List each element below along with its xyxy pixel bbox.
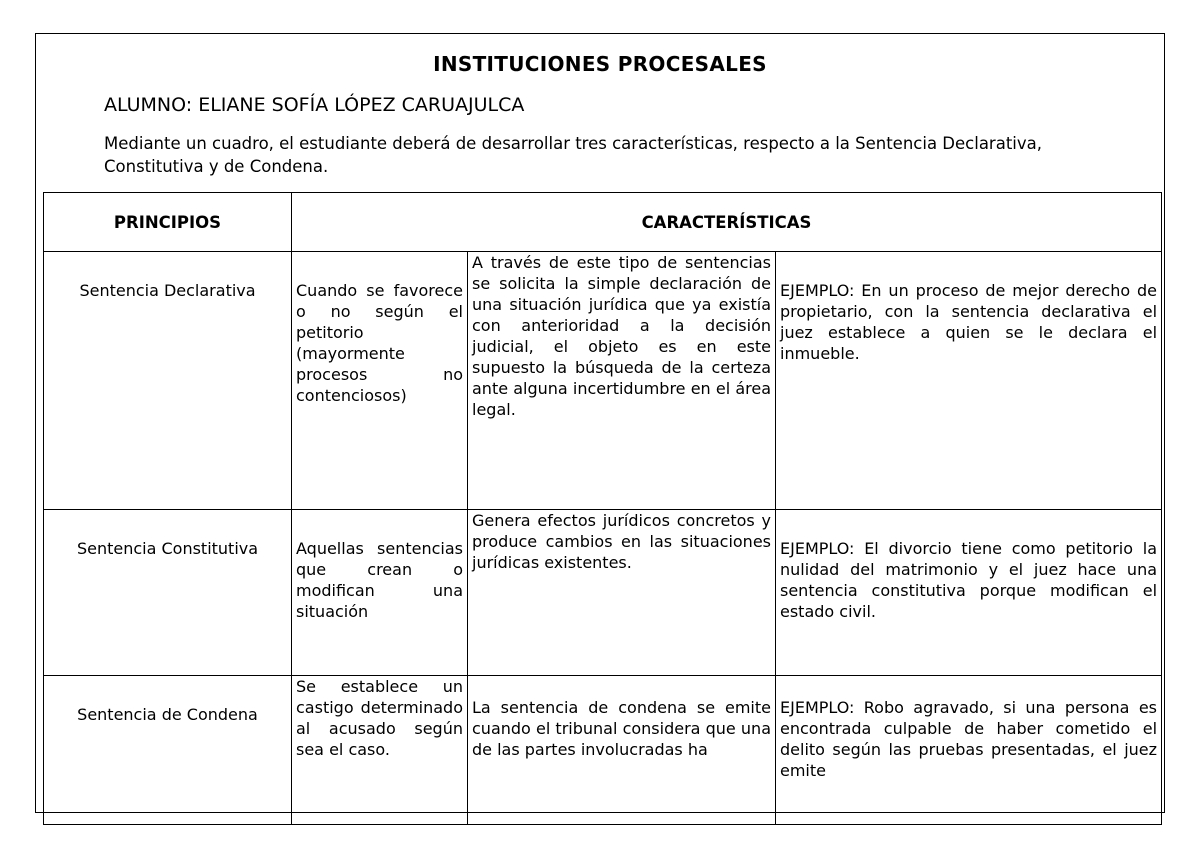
row-characteristic-3: EJEMPLO: Robo agravado, si una persona es encontrada culpable de haber cometido el delito según las pruebas presentadas, el juez emite — [776, 676, 1162, 825]
row-principle-name: Sentencia Constitutiva — [44, 510, 292, 676]
characteristics-table — [43, 192, 1162, 825]
row-characteristic-1: Aquellas sentencias que crean o modifican una situación — [292, 510, 468, 676]
row-characteristic-3: EJEMPLO: El divorcio tiene como petitorio la nulidad del matrimonio y el juez hace una sentencia constitutiva porque modifican el estado civil. — [776, 510, 1162, 676]
instructions-text: Mediante un cuadro, el estudiante deberá de desarrollar tres características, respecto a la Sentencia Declarativa, Constitutiva y de Condena. — [104, 134, 1042, 176]
header-caracteristicas: CARACTERÍSTICAS — [292, 193, 1162, 252]
table-row — [44, 510, 1162, 676]
table-row — [44, 252, 1162, 510]
table-row — [44, 676, 1162, 825]
characteristics-table-wrapper — [43, 192, 1161, 780]
row-characteristic-3: EJEMPLO: En un proceso de mejor derecho de propietario, con la sentencia declarativa el juez establece a quien se le declara el inmueble. — [776, 252, 1162, 510]
document-title: INSTITUCIONES PROCESALES — [433, 52, 767, 76]
row-principle-name: Sentencia de Condena — [44, 676, 292, 825]
document-page — [35, 33, 1165, 813]
student-name: ALUMNO: ELIANE SOFÍA LÓPEZ CARUAJULCA — [104, 94, 525, 116]
table-header-row — [44, 193, 1162, 252]
row-characteristic-2: Genera efectos jurídicos concretos y produce cambios en las situaciones jurídicas existentes. — [468, 510, 776, 676]
header-principios: PRINCIPIOS — [44, 193, 292, 252]
row-characteristic-2: A través de este tipo de sentencias se solicita la simple declaración de una situación jurídica que ya existía con anterioridad a la decisión judicial, el objeto es en este supuesto la búsqueda de la certeza ante alguna incertidumbre en el área legal. — [468, 252, 776, 510]
row-principle-name: Sentencia Declarativa — [44, 252, 292, 510]
row-characteristic-1: Se establece un castigo determinado al acusado según sea el caso. — [292, 676, 468, 825]
row-characteristic-1: Cuando se favorece o no según el petitorio (mayormente procesos no contenciosos) — [292, 252, 468, 510]
row-characteristic-2: La sentencia de condena se emite cuando el tribunal considera que una de las partes involucradas ha — [468, 676, 776, 825]
